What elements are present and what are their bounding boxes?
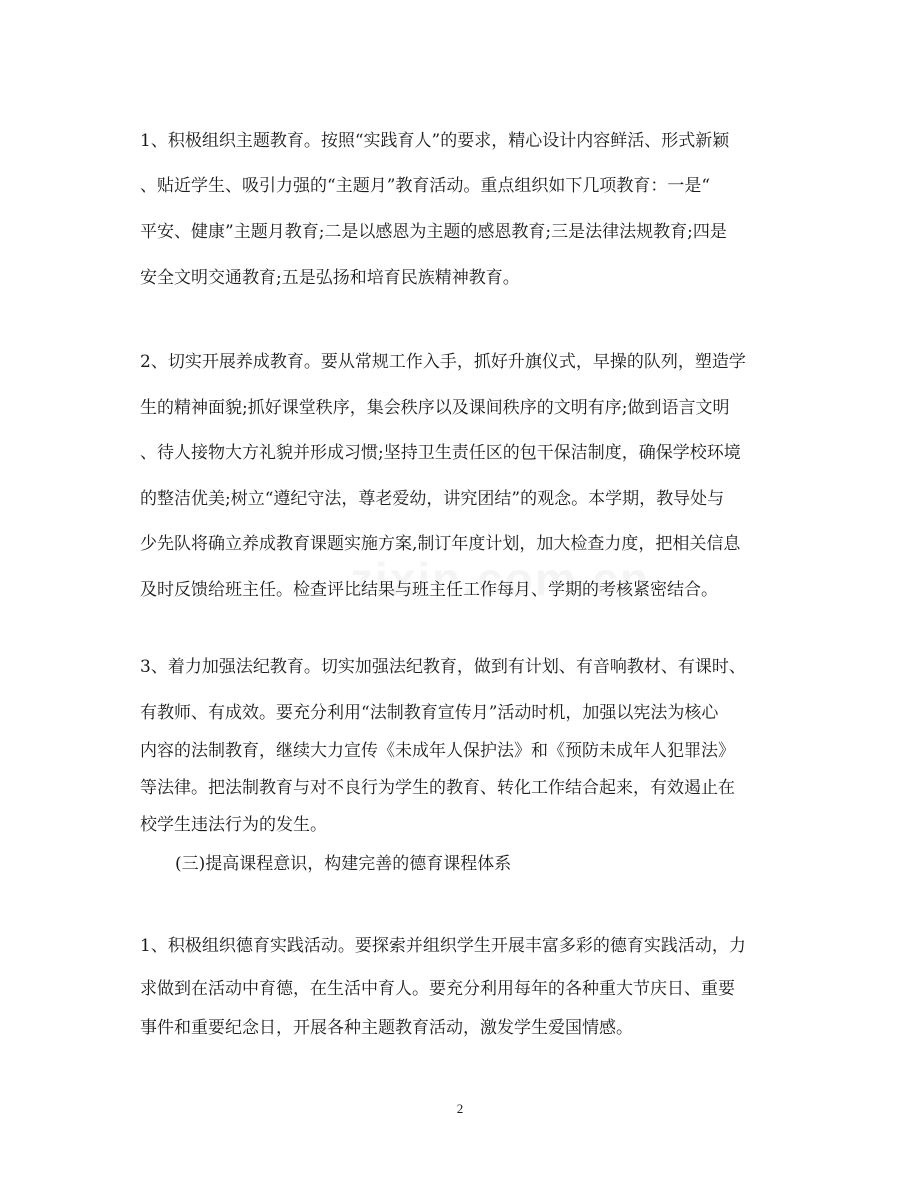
paragraph-1-line-1: 1、积极组织主题教育。按照“实践育人”的要求，精心设计内容鲜活、形式新颖 [140,131,730,151]
paragraph-4-line-3: 事件和重要纪念日，开展各种主题教育活动，激发学生爱国情感。 [140,1018,633,1038]
page-number: 2 [456,1101,464,1116]
paragraph-3-line-5: 校学生违法行为的发生。 [140,815,327,835]
paragraph-1-line-4: 安全文明交通教育;五是弘扬和培育民族精神教育。 [140,268,520,288]
paragraph-3-line-1: 3、着力加强法纪教育。切实加强法纪教育，做到有计划、有音响教材、有课时、 [140,657,746,677]
paragraph-2-line-6: 及时反馈给班主任。检查评比结果与班主任工作每月、学期的考核紧密结合。 [140,580,718,600]
paragraph-2-line-1: 2、切实开展养成教育。要从常规工作入手，抓好升旗仪式，早操的队列，塑造学 [140,352,746,372]
paragraph-3-line-3: 内容的法制教育，继续大力宣传《未成年人保护法》和《预防未成年人犯罪法》 [140,741,735,761]
paragraph-2-line-5: 少先队将确立养成教育课题实施方案,制订年度计划，加大检查力度，把相关信息 [140,534,741,554]
paragraph-1-line-3: 平安、健康”主题月教育;二是以感恩为主题的感恩教育;三是法律法规教育;四是 [140,222,727,242]
section-heading: (三)提高课程意识，构建完善的德育课程体系 [175,854,512,874]
paragraph-2-line-3: 、待人接物大方礼貌并形成习惯;坚持卫生责任区的包干保洁制度，确保学校环境 [140,443,741,463]
paragraph-2-line-2: 生的精神面貌;抓好课堂秩序，集会秩序以及课间秩序的文明有序;做到语言文明 [140,398,730,418]
paragraph-4-line-2: 求做到在活动中育德，在生活中育人。要充分利用每年的各种重大节庆日、重要 [140,979,735,999]
paragraph-1-line-2: 、贴近学生、吸引力强的“主题月”教育活动。重点组织如下几项教育：一是“ [140,176,711,196]
paragraph-3-line-2: 有教师、有成效。要充分利用“法制教育宣传月”活动时机，加强以宪法为核心 [140,703,719,723]
paragraph-2-line-4: 的整洁优美;树立“遵纪守法，尊老爱幼，讲究团结”的观念。本学期，教导处与 [140,489,725,509]
paragraph-4-line-1: 1、积极组织德育实践活动。要探索并组织学生开展丰富多彩的德育实践活动，力 [140,936,746,956]
paragraph-3-line-4: 等法律。把法制教育与对不良行为学生的教育、转化工作结合起来，有效遏止在 [140,778,735,798]
